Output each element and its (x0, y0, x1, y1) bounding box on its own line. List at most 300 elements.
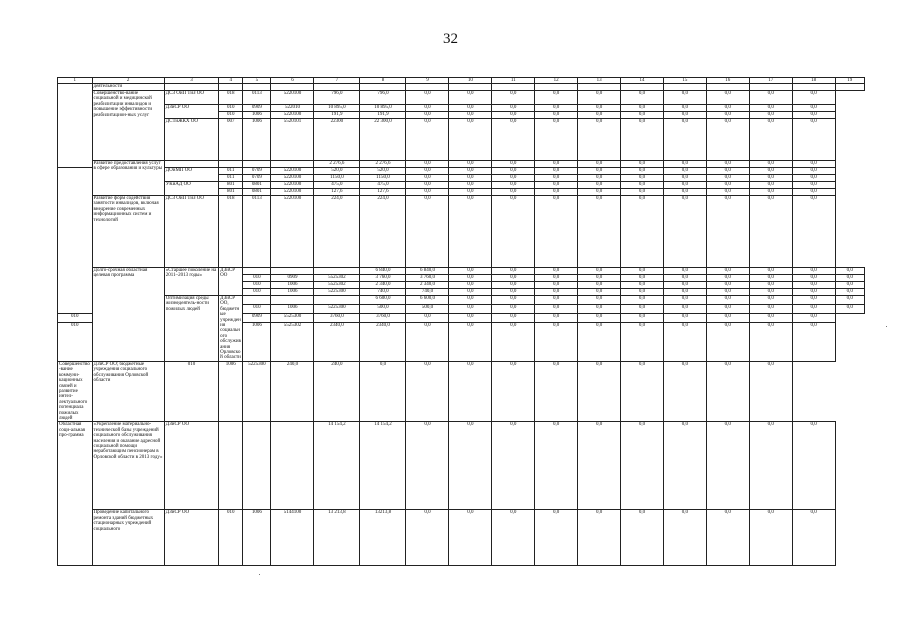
table-cell: 240,0 (271, 361, 314, 421)
table-cell: Областная соци-альная про-грамма (58, 422, 93, 566)
table-cell: 0,0 (492, 323, 535, 362)
table-cell (58, 168, 93, 314)
table-cell: 0,0 (706, 119, 749, 161)
table-cell: 0,0 (578, 161, 621, 168)
table-cell: 5225300 (314, 305, 360, 314)
table-cell: 0,0 (663, 119, 706, 161)
table-cell: 1006 (271, 289, 314, 296)
table-cell: 0,0 (706, 268, 749, 275)
table-cell: 0,0 (449, 196, 492, 268)
table-cell (621, 84, 664, 91)
table-cell: 0,0 (792, 175, 835, 182)
table-cell: 0,0 (749, 323, 792, 362)
table-cell: 0,0 (578, 119, 621, 161)
table-cell: 1006 (243, 510, 271, 566)
table-cell: 0,0 (535, 268, 578, 275)
table-cell: 0,0 (492, 305, 535, 314)
table-cell: 0709 (243, 175, 271, 182)
table-cell: 010 (58, 314, 93, 323)
table-cell: 0,0 (663, 91, 706, 105)
table-cell: 0,0 (492, 182, 535, 189)
table-cell: 0,0 (492, 196, 535, 268)
page-number: 32 (443, 31, 458, 47)
table-cell: 0,0 (578, 305, 621, 314)
table-cell (243, 161, 271, 168)
table-cell (243, 268, 271, 275)
table-cell (749, 84, 792, 91)
table-cell: 0,0 (706, 168, 749, 175)
table-cell: 0,0 (792, 105, 835, 112)
table-cell: 0,0 (706, 196, 749, 268)
table-cell (449, 84, 492, 91)
table-cell: 5525302 (314, 282, 360, 289)
table-cell: 0,0 (621, 105, 664, 112)
table-cell: 0,0 (578, 422, 621, 510)
table-cell: 1006 (271, 282, 314, 289)
table-cell: 0,0 (663, 268, 706, 275)
column-number-cell: 8 (360, 78, 406, 84)
table-cell: 0,0 (706, 289, 749, 296)
table-cell: 0,0 (492, 289, 535, 296)
table-cell: 0,0 (492, 168, 535, 175)
table-cell: 0,0 (578, 168, 621, 175)
table-cell: 0,0 (535, 361, 578, 421)
table-cell: 3760,0 (360, 314, 406, 323)
table-cell: 0,0 (535, 182, 578, 189)
table-cell (243, 296, 271, 305)
table-cell: 0,0 (663, 175, 706, 182)
table-cell: 0,0 (792, 314, 835, 323)
table-cell: 011 (219, 168, 243, 175)
table-cell: 0,0 (792, 196, 835, 268)
table-cell: 0,0 (749, 314, 792, 323)
table-cell: 0,0 (449, 305, 492, 314)
scan-speck (886, 326, 887, 327)
table-cell: 0,0 (621, 268, 664, 275)
table-cell: 0113 (243, 196, 271, 268)
table-cell (219, 84, 243, 91)
table-cell: 0,0 (749, 296, 792, 305)
table-cell: 191,9 (360, 112, 406, 119)
table-cell: 0,0 (706, 91, 749, 105)
table-cell: 0,0 (578, 175, 621, 182)
table-cell: 0,0 (749, 189, 792, 196)
table-cell: 0,0 (792, 168, 835, 175)
table-cell: 0,0 (406, 196, 449, 268)
column-number-cell: 12 (535, 78, 578, 84)
table-cell: 0,0 (449, 289, 492, 296)
table-cell: 0113 (243, 91, 271, 105)
table-cell: 5220100 (271, 91, 314, 105)
table-cell: 0,0 (492, 361, 535, 421)
table-cell (314, 268, 360, 275)
table-cell: 0,0 (406, 422, 449, 510)
table-cell: 0,0 (406, 314, 449, 323)
table-cell: 0,0 (621, 168, 664, 175)
table-cell: 0,0 (406, 105, 449, 112)
table-cell: 1006 (243, 323, 271, 362)
table-cell: 0,0 (535, 314, 578, 323)
table-cell: 0,0 (706, 422, 749, 510)
table-cell: 0,0 (360, 361, 406, 421)
table-cell: 0,0 (535, 282, 578, 289)
table-cell: 0,0 (492, 268, 535, 275)
table-row (58, 510, 865, 566)
table-cell: 010 (219, 105, 243, 112)
table-cell: 1006 (243, 112, 271, 119)
table-cell: 0,0 (749, 196, 792, 268)
column-number-cell: 6 (271, 78, 314, 84)
table-cell: 0,0 (492, 119, 535, 161)
table-cell: 127,6 (314, 189, 360, 196)
table-cell: 010 (243, 289, 271, 296)
table-cell: 5220100 (271, 196, 314, 268)
table-cell: Оптимизация среды жизнедеятель-ности пожилых людей (164, 296, 218, 362)
table-cell: 0,0 (621, 361, 664, 421)
table-row (58, 168, 865, 175)
table-cell: Проведение капитального ремонта зданий бюджетных стационарных учреждений социального (92, 510, 164, 566)
table-cell: 0,0 (449, 161, 492, 168)
table-cell: 0,0 (749, 161, 792, 168)
table-cell: 0,0 (406, 119, 449, 161)
table-cell: 10 895,0 (360, 105, 406, 112)
table-cell: 0,0 (449, 189, 492, 196)
table-cell: 0,0 (406, 112, 449, 119)
table-cell: 0,0 (621, 189, 664, 196)
table-cell (835, 84, 864, 91)
table-cell: 0,0 (492, 175, 535, 182)
table-cell: 0,0 (663, 289, 706, 296)
table-row (58, 182, 865, 189)
table-cell: 22300 (314, 119, 360, 161)
table-cell: 0,0 (535, 305, 578, 314)
table-cell: 0,0 (535, 510, 578, 566)
table-cell: 0,0 (578, 361, 621, 421)
table-cell: 0,0 (578, 196, 621, 268)
table-cell: 191,9 (314, 112, 360, 119)
table-cell: 0,0 (492, 314, 535, 323)
table-cell: 5144100 (271, 510, 314, 566)
table-cell: 0,0 (492, 189, 535, 196)
table-cell: 0,0 (535, 189, 578, 196)
column-number-cell: 15 (663, 78, 706, 84)
table-cell: 224,0 (314, 196, 360, 268)
table-cell: 127,6 (360, 189, 406, 196)
column-number-cell: 1 (58, 78, 93, 84)
table-cell (164, 161, 218, 168)
table-cell (663, 84, 706, 91)
table-cell: 0,0 (835, 282, 864, 289)
table-cell: 0,0 (449, 361, 492, 421)
table-cell: 801 (219, 189, 243, 196)
table-cell: 0,0 (449, 314, 492, 323)
table-cell: ДОиМП ОО (164, 168, 218, 182)
column-number-cell: 11 (492, 78, 535, 84)
table-cell: 2340,0 (360, 323, 406, 362)
table-cell: 6 840,0 (406, 268, 449, 275)
table-cell: 0801 (243, 182, 271, 189)
table-cell: 0,0 (449, 168, 492, 175)
table-cell: 0,0 (706, 305, 749, 314)
table-cell: ДЗиСР ОО (164, 105, 218, 119)
table-cell: 0,0 (621, 323, 664, 362)
table-cell: 0,0 (706, 314, 749, 323)
table-cell: 0,0 (792, 422, 835, 510)
table-cell: 0,0 (663, 105, 706, 112)
table-cell: 0,0 (749, 305, 792, 314)
table-cell: 0,0 (578, 268, 621, 275)
table-cell: 0,0 (621, 119, 664, 161)
table-cell: 0,0 (578, 323, 621, 362)
table-cell (164, 84, 218, 91)
table-cell: 13 213,8 (314, 510, 360, 566)
table-cell (219, 161, 243, 168)
table-cell: 0,0 (535, 196, 578, 268)
table-cell: 0,0 (535, 323, 578, 362)
table-cell: 010 (243, 275, 271, 282)
table-cell: ДЗиСР ОО; бюджетные учреждения социального обслуживания Орловской области (92, 361, 164, 421)
table-cell: 010 (219, 510, 243, 566)
table-cell: 10 895,0 (314, 105, 360, 112)
table-cell: 0,0 (449, 112, 492, 119)
table-cell: Развитие предоставления услуг в сфере образования и культуры (92, 161, 164, 196)
table-cell: 0,0 (663, 112, 706, 119)
table-row (58, 268, 865, 275)
table-cell: 0,0 (535, 105, 578, 112)
table-cell: 2 276,6 (360, 161, 406, 168)
table-cell: 0,0 (706, 182, 749, 189)
table-cell: 0,0 (406, 189, 449, 196)
table-cell: 0,0 (663, 323, 706, 362)
table-cell: 796,0 (360, 91, 406, 105)
table-cell (578, 84, 621, 91)
table-cell: 500,0 (360, 305, 406, 314)
table-cell (58, 84, 93, 168)
table-row (58, 84, 865, 91)
table-cell: 0,0 (406, 510, 449, 566)
table-cell: 0,0 (449, 275, 492, 282)
table-cell: 0,0 (706, 189, 749, 196)
table-cell: 0,0 (706, 161, 749, 168)
table-cell: 0,0 (621, 510, 664, 566)
table-cell: 0,0 (663, 282, 706, 289)
table-cell: 1006 (271, 305, 314, 314)
table-cell: 0,0 (449, 282, 492, 289)
table-cell: 0,0 (449, 91, 492, 105)
table-cell: 0,0 (706, 275, 749, 282)
table-cell: 011 (219, 175, 243, 182)
table-cell: 010 (58, 323, 93, 362)
table-cell: 0,0 (663, 161, 706, 168)
table-cell: ДСТиЖКХ ОО (164, 119, 218, 161)
table-row (58, 196, 865, 268)
table-cell: 0,0 (706, 105, 749, 112)
table-cell: 0,0 (663, 296, 706, 305)
table-cell: 0,0 (749, 105, 792, 112)
table-cell: 0,0 (578, 510, 621, 566)
table-row (58, 361, 865, 421)
table-cell: 5220100 (271, 175, 314, 182)
table-cell: Долго-срочная областная целевая программа (92, 268, 164, 362)
table-cell: 0,0 (663, 510, 706, 566)
table-cell (314, 296, 360, 305)
table-cell (492, 84, 535, 91)
table-cell: 1006 (219, 361, 243, 421)
table-cell: 010 (219, 112, 243, 119)
table-cell: 6 600,0 (406, 296, 449, 305)
table-cell: 0,0 (621, 275, 664, 282)
table-cell: 0,0 (449, 119, 492, 161)
column-number-cell: 3 (164, 78, 218, 84)
table-cell: 0,0 (578, 296, 621, 305)
table-cell: 0,0 (535, 112, 578, 119)
table-cell: 0,0 (792, 91, 835, 105)
table-cell: 0,0 (792, 189, 835, 196)
column-number-cell: 19 (835, 78, 864, 84)
table-row (58, 161, 865, 168)
table-cell (535, 84, 578, 91)
table-cell: 0,0 (578, 112, 621, 119)
table-cell: 0,0 (749, 119, 792, 161)
table-cell: 1150,0 (360, 175, 406, 182)
table-cell: 0,0 (792, 275, 835, 282)
table-cell (360, 84, 406, 91)
table-cell: 0,0 (406, 91, 449, 105)
table-cell: 0,0 (792, 182, 835, 189)
table-cell: 0,0 (578, 105, 621, 112)
table-cell: 0,0 (449, 175, 492, 182)
table-cell: 740,0 (406, 289, 449, 296)
table-cell: 5220100 (271, 168, 314, 175)
table-cell: 0,0 (535, 161, 578, 168)
table-row (58, 119, 865, 161)
table-cell: 0,0 (792, 268, 835, 275)
table-cell: 010 (243, 305, 271, 314)
table-cell: 0,0 (792, 305, 835, 314)
table-cell: 0,0 (792, 161, 835, 168)
table-cell: 0,0 (621, 282, 664, 289)
table-cell: 5220100 (271, 189, 314, 196)
table-cell: Развитие форм содействия занятости инвалидов, включая внедрение современных информационных систем и технологий (92, 196, 164, 268)
table-cell: 0,0 (749, 175, 792, 182)
table-cell: 010 (164, 361, 218, 421)
table-cell: 0,0 (835, 268, 864, 275)
table-cell: 5520101 (271, 119, 314, 161)
table-cell: 0801 (243, 189, 271, 196)
table-cell: 0,0 (492, 282, 535, 289)
table-cell: 0,0 (792, 119, 835, 161)
table-cell: 0909 (243, 105, 271, 112)
table-cell: 0,0 (449, 323, 492, 362)
table-cell: 522010 (271, 105, 314, 112)
table-cell: деятельности (92, 84, 164, 91)
table-cell: 0,0 (406, 361, 449, 421)
table-cell: 0,0 (535, 91, 578, 105)
table-cell: 0,0 (663, 422, 706, 510)
table-cell: 0,0 (663, 182, 706, 189)
table-cell: ДЗиСР ОО (164, 510, 218, 566)
column-number-cell: 2 (92, 78, 164, 84)
table-cell: 0,0 (792, 112, 835, 119)
table-cell: 1150,0 (314, 175, 360, 182)
table-cell: 0,0 (535, 422, 578, 510)
table-row (58, 422, 865, 510)
table-cell: 0,0 (621, 91, 664, 105)
table-cell: 3 760,0 (406, 275, 449, 282)
table-cell: 5525302 (271, 323, 314, 362)
table-cell: 0,0 (706, 323, 749, 362)
table-cell: 0,0 (578, 314, 621, 323)
table-cell: 0,0 (792, 289, 835, 296)
table-cell: «Старшее поколение на 2011–2013 годы» (164, 268, 218, 296)
table-cell: 0,0 (535, 296, 578, 305)
table-cell: 0,0 (492, 105, 535, 112)
table-cell: ДСЗ ОиП ТиЗ ОО (164, 196, 218, 268)
table-cell: 475,0 (360, 182, 406, 189)
table-cell: 0,0 (535, 119, 578, 161)
table-cell: 0,0 (578, 289, 621, 296)
table-cell: 0,0 (749, 289, 792, 296)
table-cell (271, 422, 314, 510)
table-cell: 14 154,2 (314, 422, 360, 510)
table-cell: 0,0 (663, 305, 706, 314)
table-cell: 801 (219, 182, 243, 189)
table-cell: 0,0 (706, 282, 749, 289)
table-cell: 0,0 (578, 182, 621, 189)
table-cell (243, 84, 271, 91)
table-cell: 520,0 (360, 168, 406, 175)
table-cell: 0,0 (749, 361, 792, 421)
table-cell: 0,0 (621, 289, 664, 296)
table-body (58, 78, 865, 566)
table-cell: 796,0 (314, 91, 360, 105)
table-cell: 0,0 (706, 510, 749, 566)
scan-speck (259, 574, 260, 575)
table-cell: 740,0 (360, 289, 406, 296)
column-number-cell: 16 (706, 78, 749, 84)
table-cell: 0,0 (749, 168, 792, 175)
table-cell: 1006 (243, 119, 271, 161)
table-cell: 0,0 (663, 314, 706, 323)
table-cell: 0,0 (535, 175, 578, 182)
table-cell: 6 840,0 (360, 268, 406, 275)
column-number-cell: 9 (406, 78, 449, 84)
table-cell: 3 760,0 (360, 275, 406, 282)
table-cell: 5225300 (243, 361, 271, 421)
table-cell: 0,0 (492, 112, 535, 119)
table-cell: 0,0 (621, 175, 664, 182)
table-cell: 2 340,0 (360, 282, 406, 289)
table-cell (271, 161, 314, 168)
table-cell: 5220100 (271, 182, 314, 189)
table-cell: 0,0 (535, 289, 578, 296)
table-cell: 2 340,0 (406, 282, 449, 289)
table-cell: 018 (219, 91, 243, 105)
table-cell: 0,0 (535, 275, 578, 282)
table-cell: 0,0 (492, 275, 535, 282)
table-cell: 0,0 (449, 422, 492, 510)
table-cell: 0,0 (663, 189, 706, 196)
table-cell: 007 (219, 119, 243, 161)
table-cell: ДЗиСР ОО (164, 422, 218, 510)
table-cell: 0,0 (749, 268, 792, 275)
table-cell: 0,0 (663, 361, 706, 421)
column-number-cell: 7 (314, 78, 360, 84)
table-cell: Совершенство-вание социальной и медицинской реабилитации инвалидов и повышение эффективности реабилитацион-ных услуг (92, 91, 164, 161)
table-cell: 0,0 (621, 182, 664, 189)
table-cell: 0,0 (492, 422, 535, 510)
table-cell: 0,0 (663, 196, 706, 268)
